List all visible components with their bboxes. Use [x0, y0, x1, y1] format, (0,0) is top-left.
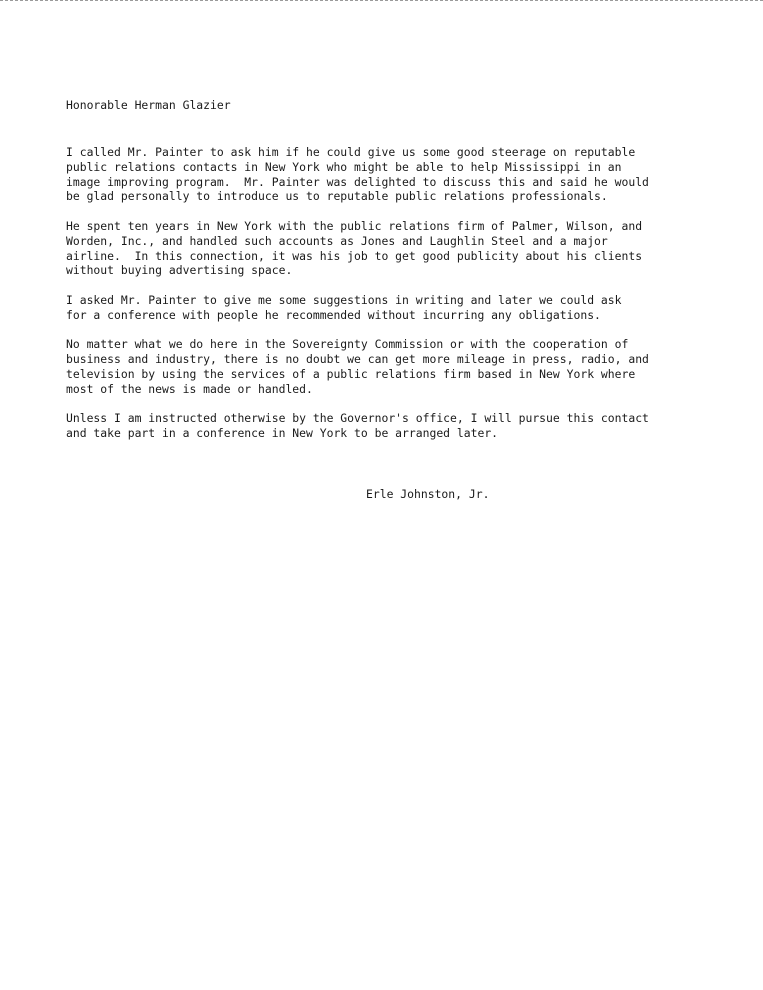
paragraph-4: No matter what we do here in the Sovereignty Commission or with the cooperation of business and industry, there is no doubt we can get more mileage in press, radio, and television by using the services of a public relations firm based in New York where most of the news is made or handled. — [66, 337, 649, 396]
salutation: Honorable Herman Glazier — [66, 98, 231, 112]
paragraph-1: I called Mr. Painter to ask him if he could give us some good steerage on reputable public relations contacts in New York who might be able to help Mississippi in an image improving program. Mr. Painter was delighted to discuss this and said he would be glad personally to introduce us to reputable public relations professionals. — [66, 145, 649, 204]
letter-body — [66, 145, 726, 456]
paragraph-2: He spent ten years in New York with the public relations firm of Palmer, Wilson, and Worden, Inc., and handled such accounts as Jones and Laughlin Steel and a major airline. In this connection, it was his job to get good publicity about his clients without buying advertising space. — [66, 218, 643, 278]
letter-page — [66, 98, 726, 501]
paragraph-3: I asked Mr. Painter to give me some suggestions in writing and later we could ask for a conference with people he recommended without incurring any obligations. — [66, 292, 622, 322]
paragraph-5: Unless I am instructed otherwise by the Governor's office, I will pursue this contact and take part in a conference in New York to be arranged later. — [66, 411, 649, 441]
page-top-edge — [0, 0, 763, 1]
signature: Erle Johnston, Jr. — [366, 487, 490, 501]
